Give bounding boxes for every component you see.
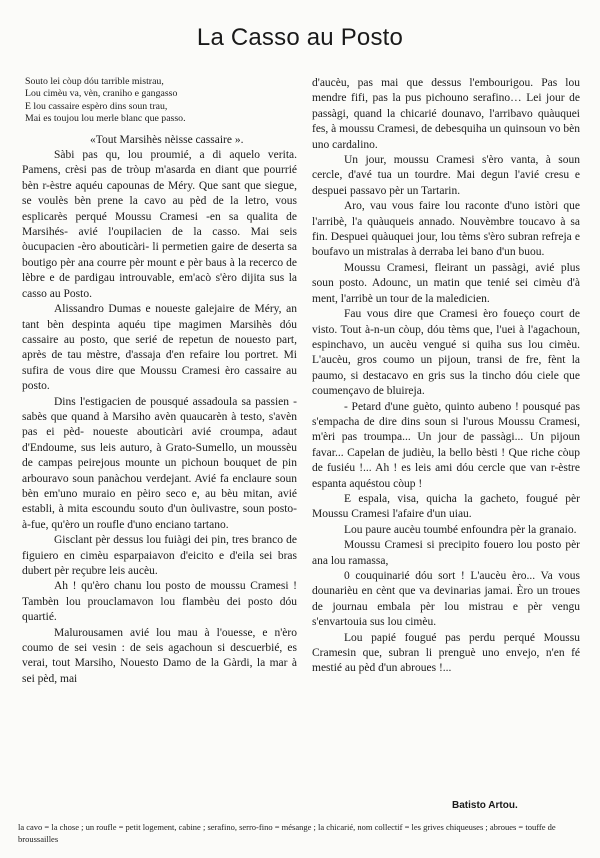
- paragraph: Moussu Cramesi, fleirant un passàgi, avié plus soun posto. Adounc, un matin que tenié sei cimèu d'à ment, l'arribè un tour de la maledicien.: [312, 261, 580, 305]
- author-signature: Batisto Artou.: [452, 800, 518, 811]
- paragraph: «Tout Marsihès nèisse cassaire ».: [90, 133, 244, 146]
- left-column: [22, 76, 297, 687]
- paragraph: Gisclant pèr dessus lou fuiàgi dei pin, tres branco de figuiero en cimèu esparpaiavon d'eicito e d'eila sei bras dubert pèr reçubre leis aucèu.: [22, 534, 297, 577]
- paragraph: Un jour, moussu Cramesi s'èro vanta, à soun cercle, d'avé tua un tourdre. Mai degun l'avié cresu e despuei passavo pèr un Tartarin.: [312, 154, 580, 197]
- paragraph: d'aucèu, pas mai que dessus l'embourigou. Pas lou mendre fifi, pas la pus pichouno serafino… Lei jour de passàgi, quand la chicarié dounavo, l'arribavo quàuquei fes, à moussu Cramesi, de debesquiha un quinsoun vo bèn uno cardalino.: [312, 77, 580, 151]
- paragraph: Alissandro Dumas e noueste galejaire de Méry, an tant bèn despinta aquéu tipe magimen Marsihès dóu cassaire au posto, que serié de repetun de nouesto part, après de tau mèstre, d'assaja d'en refaire lou portret. Mi sufira de vous dire que Moussu Cramesi èro cassaire au posto.: [22, 303, 297, 393]
- glossary-footnote: la cavo = la chose ; un roufle = petit logement, cabine ; serafino, serro-fino = mésange ; la chicarié, nom collectif = les grives chiqueuses ; abroues = touffe de broussailles: [18, 822, 556, 844]
- paragraph: Lou paure aucèu toumbé enfoundra pèr la granaio.: [344, 523, 577, 536]
- epigraph-line: Lou cimèu va, vèn, craniho e gangasso: [25, 88, 178, 100]
- paragraph: Malurousamen avié lou mau à l'ouesse, e n'èro coumo de sei vesin : de seis agachoun si descuerbié, es verai, tout Marsiho, Nouesto Damo de la Gàrdi, la mar à sei pèd, mai: [22, 626, 297, 685]
- paragraph: Fau vous dire que Cramesi èro foueço court de visto. Tout à-n-un còup, dóu tèms que, l'uei à l'agachoun, espinchavo, un aucèu vengué si quiha sus lou cimèu. L'aucèu, gros coumo un pijoun, transi de fre, fènt la paumo, si destacavo en gris sus la tincho dóu ciele que coumençavo de bluireja.: [312, 308, 580, 398]
- epigraph-line: Souto lei còup dóu tarrible mistrau,: [25, 76, 164, 87]
- paragraph: Sàbi pas qu, lou proumié, a di aquelo verita. Pamens, crèsi pas de tròup m'asarda en diant que pourrié bèn r-èstre aquéu capounas de Méry. Que sant que siegue, se voulès bèn prene la cavo au pèd de la letro, vous esplicarès perqué Moussu Cramesi -en sa qualita de Marsihés- avié l'oupilacien de la casso. Mai seis òucupacien -èro abouticàri- li permetien gaire de deserta sa boutigo pèr ana courre pèr mount e pèr baus à la recerco de lèbre e de pardigau introuvable, em'acò s'èro dijita sus la casso au Posto.: [22, 149, 297, 300]
- paragraph: 0 couquinarié dóu sort ! L'aucèu èro... Va vous dounarièu en cènt que va devinarias jamai. Èro un troues de journau embala pèr lou mistrau e pèr vengu s'envartouia sus lou cimèu.: [312, 570, 580, 629]
- paragraph: E espala, visa, quicha la gacheto, fougué pèr Moussu Cramesi l'afaire d'un uiau.: [312, 492, 580, 521]
- epigraph-line: Mai es toujou lou merle blanc que passo.: [25, 113, 186, 125]
- right-column: [312, 76, 580, 677]
- epigraph-line: E lou cassaire espèro dins soun trau,: [25, 100, 168, 112]
- paragraph: Lou papié fougué pas perdu perqué Moussu Cramesin que, subran li prenguè uno envejo, n'en fé mestié au pèd d'un abroues !...: [312, 631, 580, 675]
- paragraph: - Petard d'une guèto, quinto aubeno ! pousqué pas s'empacha de dire dins soun si l'urous Moussu Cramesi, m'èri pas troumpa... Un jour de passàgi... Un pijoun favar... Capelan de judièu, la bello bèsti ! Que riche còup de fusiéu !... Ah ! es leis ami dóu cercle que van r-èstre espanta aquéstou còup !: [312, 400, 580, 490]
- paragraph: Dins l'estigacien de pousqué assadoula sa passien -sabès que quand à Marsiho avèn quaucarèn à testo, s'avèn pas ei pèd- noueste abouticàri avié croumpa, adaut d'Endoume, sus leis auturo, à Grato-Sumello, un moussèu de campas peirejous mounte un pichoun bouquet de pin arbouravo soun panàchou verdejant. Avié fa enclaure soun bèn em'uno muraio en pèiro seco e, au bèu mitan, avié establi, à mita escoundu souto d'un òulivastre, soun posto-à-fue, qu'èro un roufle d'uno enciano tartano.: [22, 395, 297, 531]
- paragraph: Moussu Cramesi si precipito fouero lou posto pèr ana lou ramassa,: [312, 539, 580, 567]
- paragraph: Ah ! qu'èro chanu lou posto de moussu Cramesi ! Tambèn lou prouclamavon lou flambèu dei posto dóu quartié.: [22, 580, 297, 624]
- paragraph: Aro, vau vous faire lou raconte d'uno istòri que l'arribè, l'a quàuqueis annado. Nouvèmbre toucavo à sa fin. Despuei quàuquei jour, lou tèms s'èro subran refreja e boufavo un mistralas à derraba lei bano d'un buou.: [312, 200, 580, 259]
- page-title: La Casso au Posto: [196, 24, 404, 51]
- epigraph: [22, 76, 297, 126]
